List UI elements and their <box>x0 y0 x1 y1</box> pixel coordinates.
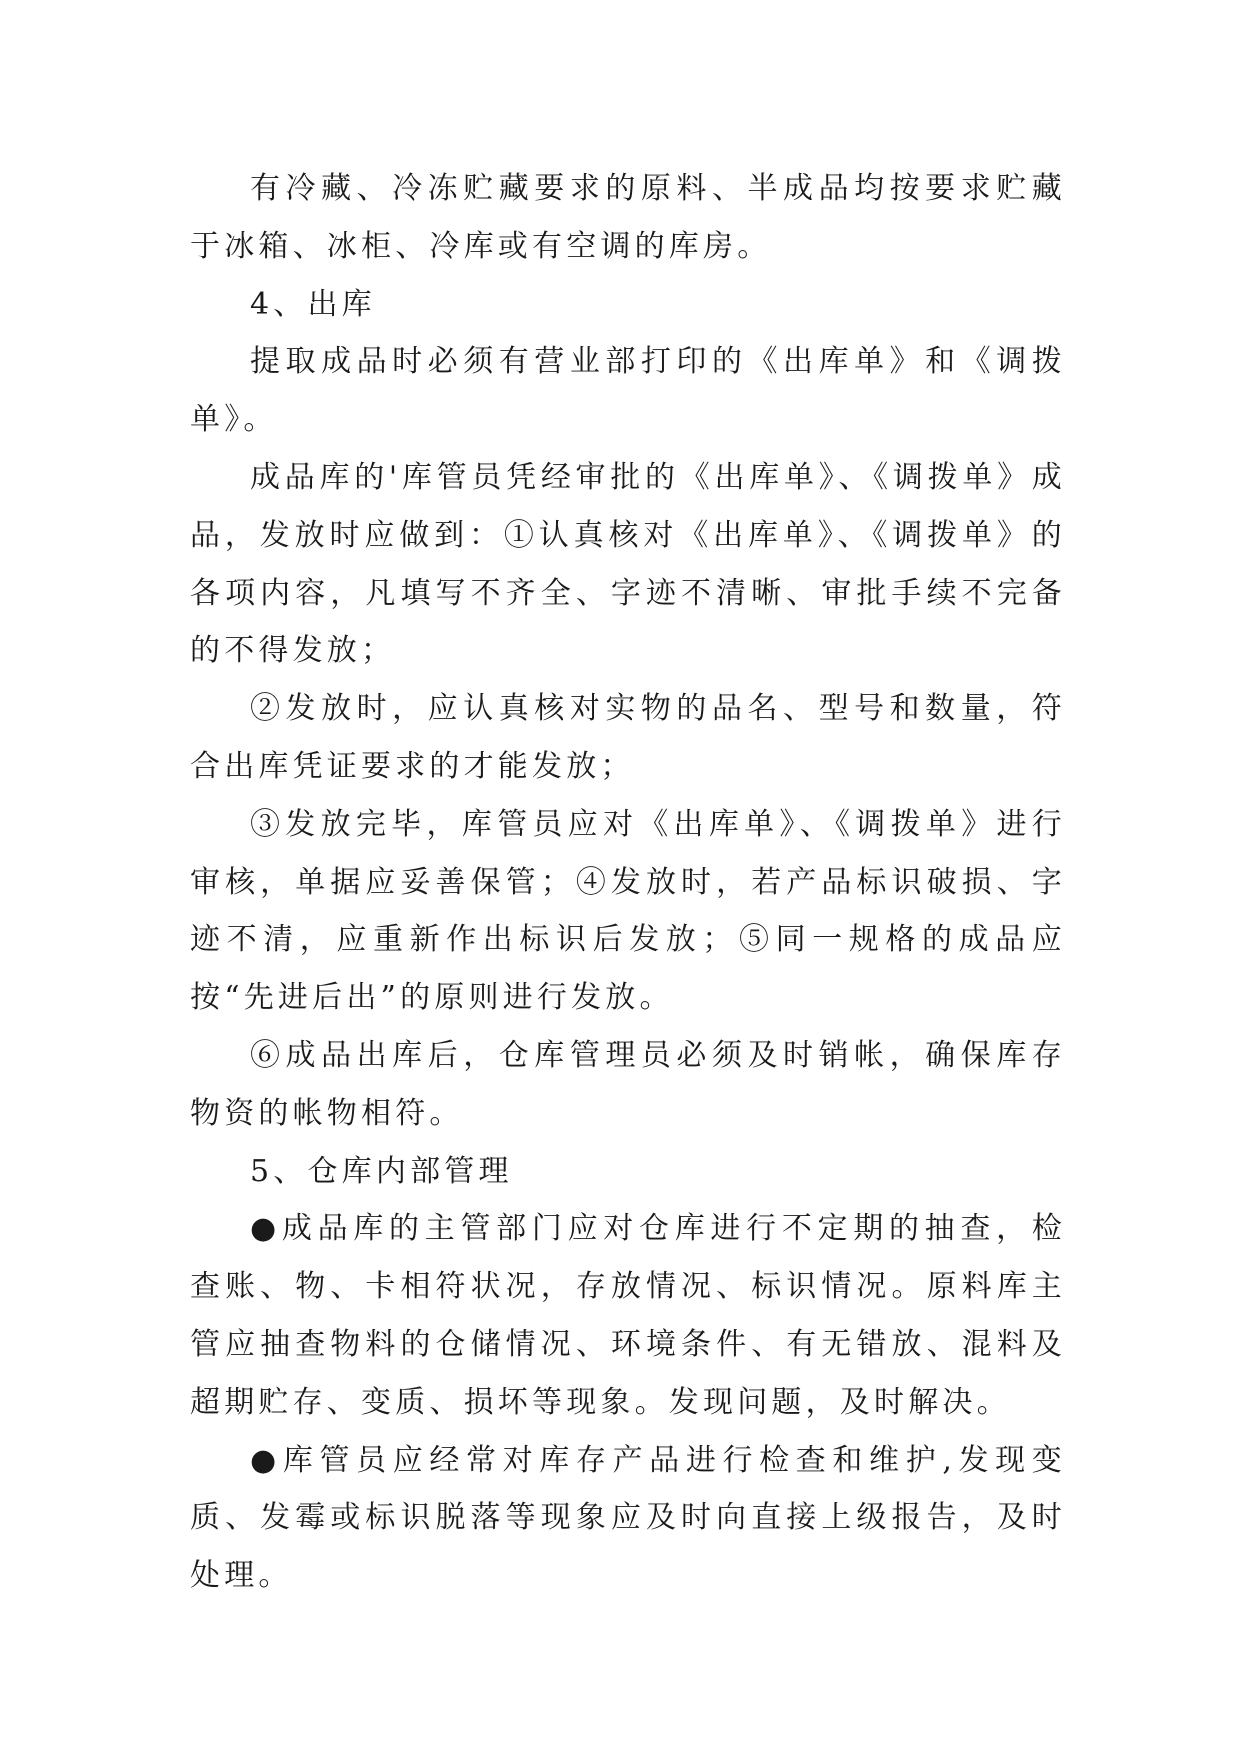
paragraph-after-issuing: ③发放完毕，库管员应对《出库单》、《调拨单》进行审核，单据应妥善保管；④发放时，若产品标识破损、字迹不清，应重新作出标识后发放；⑤同一规格的成品应按“先进后出”的原则进行发放。 <box>190 806 1066 1016</box>
section-heading-internal-management: 5、仓库内部管理 <box>250 1153 513 1189</box>
section-heading-outbound: 4、出库 <box>250 286 376 322</box>
paragraph-pickup-requirement: 提取成品时必须有营业部打印的《出库单》和《调拨单》。 <box>190 344 1066 438</box>
document-body <box>190 160 1066 1605</box>
paragraph-account-write-off: ⑥成品出库后，仓库管理员必须及时销帐，确保库存物资的帐物相符。 <box>190 1037 1066 1131</box>
paragraph-issuing-rules: 成品库的'库管员凭经审批的《出库单》、《调拨单》成品，发放时应做到：①认真核对《出库单》、《调拨单》的各项内容，凡填写不齐全、字迹不清晰、审批手续不完备的不得发放； <box>190 459 1066 669</box>
paragraph-verify-items: ②发放时，应认真核对实物的品名、型号和数量，符合出库凭证要求的才能发放； <box>190 691 1066 784</box>
paragraph-cold-storage: 有冷藏、冷冻贮藏要求的原料、半成品均按要求贮藏于冰箱、冰柜、冷库或有空调的库房。 <box>190 171 1066 264</box>
paragraph-spot-checks: ●成品库的主管部门应对仓库进行不定期的抽查，检查账、物、卡相符状况，存放情况、标识情况。原料库主管应抽查物料的仓储情况、环境条件、有无错放、混料及超期贮存、变质、损坏等现象。发现问题，及时解决。 <box>190 1211 1066 1420</box>
paragraph-inspection-maintenance: ●库管员应经常对库存产品进行检查和维护,发现变质、发霉或标识脱落等现象应及时向直接上级报告，及时处理。 <box>190 1442 1066 1594</box>
